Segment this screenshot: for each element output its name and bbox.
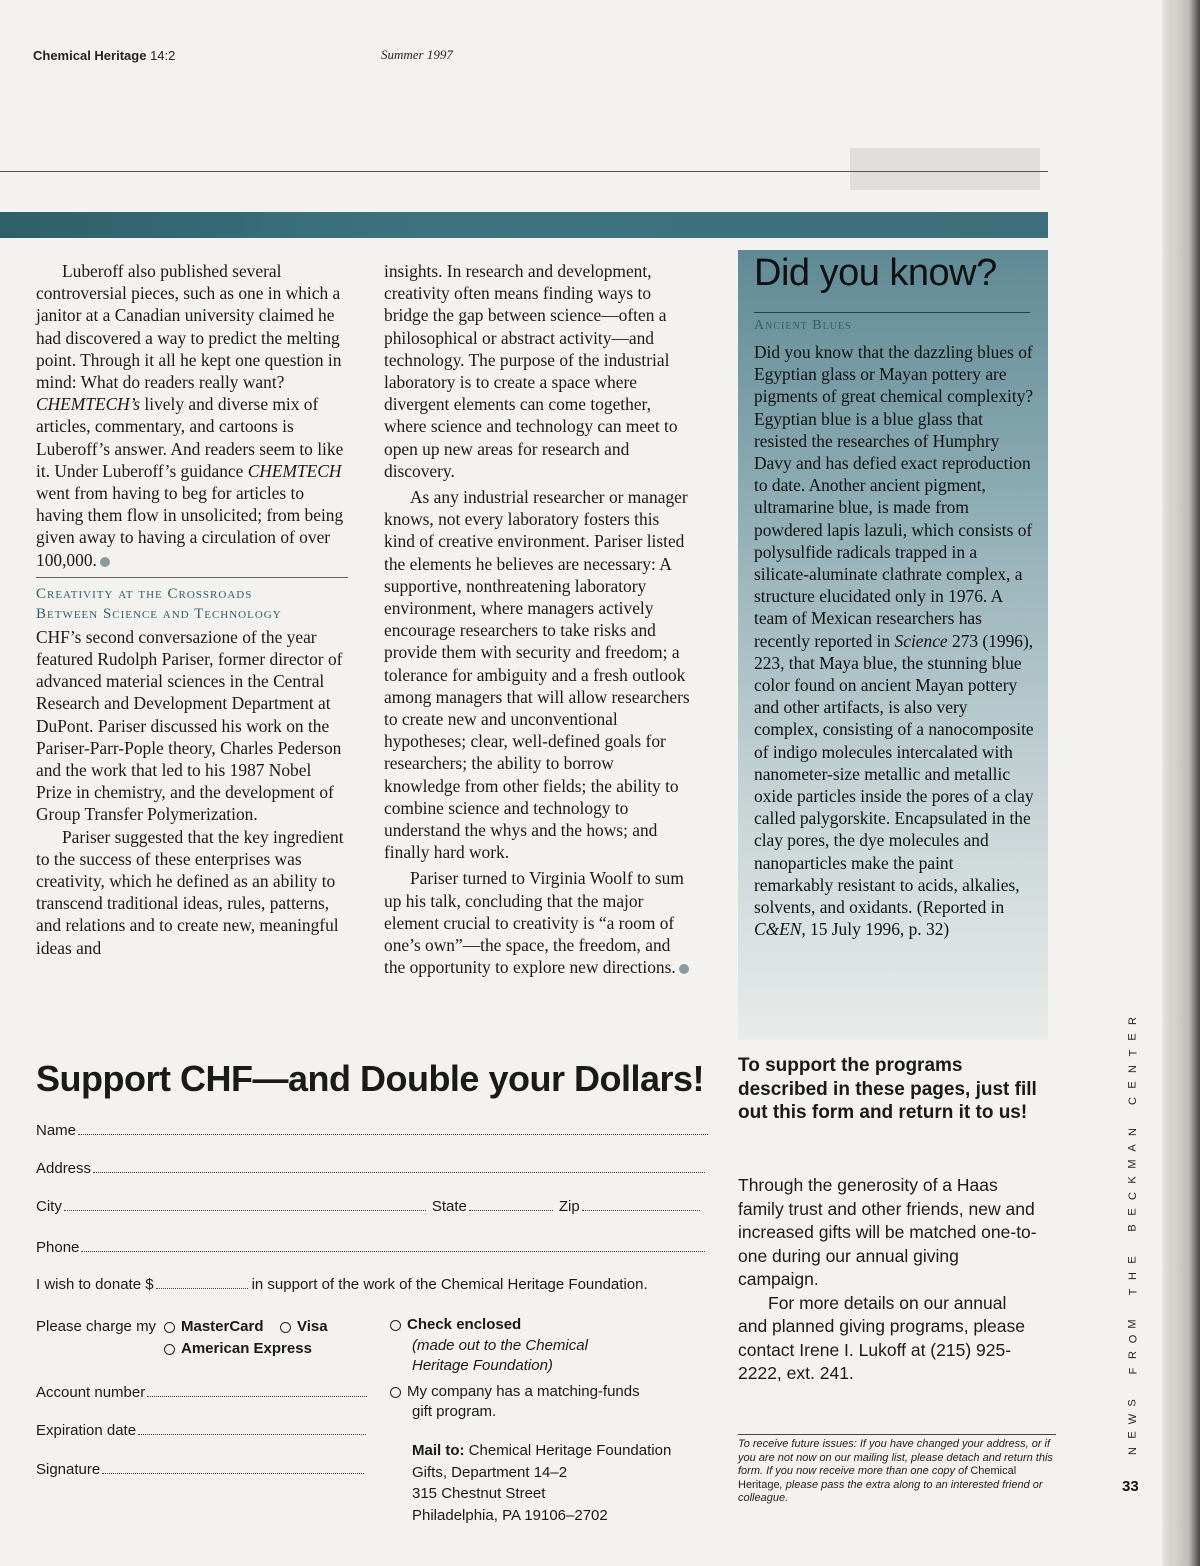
visa-option[interactable]: Visa bbox=[280, 1318, 328, 1335]
vertical-label-letter: W bbox=[1126, 1413, 1139, 1425]
city-field[interactable] bbox=[64, 1196, 426, 1211]
bleed-through-shadow bbox=[850, 148, 1040, 190]
vertical-label-letter: E bbox=[1127, 1081, 1139, 1089]
vertical-label-letter: R bbox=[1126, 1351, 1139, 1360]
vertical-label-letter: K bbox=[1127, 1176, 1139, 1184]
vertical-label-letter: M bbox=[1126, 1159, 1139, 1169]
support-form-title: Support CHF—and Double your Dollars! bbox=[36, 1058, 705, 1099]
vertical-label-letter: R bbox=[1126, 1017, 1139, 1025]
vertical-label-letter: E bbox=[1127, 1208, 1139, 1216]
radio-circle-icon bbox=[390, 1387, 401, 1398]
paragraph: CHF’s second conversazione of the year featured Rudolph Pariser, former director of advanced material sciences in the Central Research and Development Department at DuPont. Pariser discussed his work on the Pariser-Parr-Pople theory, Charles Pederson and the work that led to his 1987 Nobel Prize in chemistry, and the development of Group Transfer Polymerization. bbox=[36, 626, 343, 825]
paragraph: Through the generosity of a Haas family trust and other friends, new and increased gifts will be matched one-to-one during our annual giving campaign. bbox=[738, 1175, 1037, 1289]
zip-field[interactable] bbox=[582, 1196, 700, 1211]
radio-circle-icon bbox=[390, 1320, 401, 1331]
accent-bar bbox=[0, 212, 1048, 238]
vertical-label-letter: C bbox=[1126, 1096, 1139, 1105]
vertical-label-letter: N bbox=[1126, 1064, 1139, 1073]
publication-name: Chemical Heritage bbox=[33, 48, 147, 63]
radio-circle-icon bbox=[164, 1344, 175, 1355]
vertical-label-letter: N bbox=[1126, 1128, 1139, 1137]
matching-funds-option[interactable]: My company has a matching-funds gift program. bbox=[390, 1382, 640, 1422]
article-column-1 bbox=[36, 260, 348, 959]
vertical-label-letter bbox=[1127, 1115, 1137, 1118]
mailing-note: To receive future issues: If you have changed your address, or if you are not now on our mailing list, please detach and return this form. If you now receive more than one copy of Chemical Heritage, please pass the extra along to an interested friend or colleague. bbox=[738, 1438, 1053, 1504]
vertical-label-letter: E bbox=[1127, 1256, 1139, 1264]
paragraph: Pariser turned to Virginia Woolf to sum up his talk, concluding that the major element crucial to creativity is “a room of one’s own”—the space, the freedom, and the opportunity to explore new directions. bbox=[384, 867, 694, 978]
mail-to-label: Mail to: bbox=[412, 1442, 465, 1459]
expiration-label: Expiration date bbox=[36, 1422, 137, 1439]
radio-circle-icon bbox=[164, 1322, 175, 1333]
vertical-label-letter: O bbox=[1127, 1335, 1139, 1344]
section-heading: Creativity at the Crossroads Between Science and Technology bbox=[36, 585, 282, 622]
name-label: Name bbox=[36, 1122, 77, 1139]
radio-circle-icon bbox=[280, 1322, 291, 1333]
support-body bbox=[738, 1174, 1038, 1386]
name-field[interactable] bbox=[78, 1120, 708, 1135]
end-mark-icon bbox=[679, 964, 689, 974]
support-heading: To support the programs described in these pages, just fill out this form and return it to us! bbox=[738, 1055, 1037, 1123]
vertical-label-letter: M bbox=[1126, 1318, 1139, 1329]
vertical-label-letter bbox=[1127, 1306, 1137, 1309]
sidebar-title: Did you know? bbox=[754, 252, 997, 294]
sidebar-subtitle: Ancient Blues bbox=[754, 318, 852, 333]
paragraph: As any industrial researcher or manager knows, not every laboratory fosters this kind of creative environment. Pariser listed the elements he believes are necessary: A supportive, nonthreatening laboratory environment, where managers actively encourage researchers to take risks and provide them with security and freedom; a tolerance for ambiguity and a fresh outlook among managers that will allow researchers to create new and unconventional hypotheses; clear, well-defined goals for researchers; the ability to borrow knowledge from other fields; the ability to combine science and technology to understand the whys and the hows; and finally hard work. bbox=[384, 487, 690, 863]
paragraph: Pariser suggested that the key ingredient to the success of these enterprises was creativity, which he defined as an ability to transcend traditional ideas, rules, patterns, and relations and to create new, meaningful ideas and bbox=[36, 826, 344, 958]
issue-date: Summer 1997 bbox=[381, 47, 453, 62]
donation-amount-field[interactable] bbox=[156, 1274, 248, 1289]
vertical-label-letter: E bbox=[1127, 1033, 1139, 1041]
vertical-label-letter: B bbox=[1127, 1224, 1139, 1232]
paragraph: insights. In research and development, creativity often means finding ways to bridge the gap between science—often a philosophical or abstract activity—and technology. The purpose of the industrial laboratory is to create a space where divergent elements can come together, where science and technology can meet to open up new areas for research and discovery. bbox=[384, 261, 678, 481]
vertical-label-letter: F bbox=[1126, 1367, 1139, 1375]
vertical-label-letter: H bbox=[1126, 1271, 1139, 1280]
check-enclosed-option[interactable]: Check enclosed bbox=[390, 1316, 521, 1333]
expiration-date-field[interactable] bbox=[138, 1420, 366, 1435]
vertical-section-label bbox=[1124, 1016, 1140, 1456]
issue-number: 14:2 bbox=[150, 48, 176, 63]
page-edge bbox=[1162, 0, 1172, 1566]
address-field[interactable] bbox=[93, 1158, 705, 1173]
signature-field[interactable] bbox=[102, 1459, 364, 1474]
zip-label: Zip bbox=[558, 1198, 580, 1215]
article-column-2 bbox=[384, 260, 694, 979]
donate-suffix: in support of the work of the Chemical Heritage Foundation. bbox=[251, 1276, 648, 1293]
vertical-label-letter: N bbox=[1126, 1446, 1139, 1455]
vertical-label-letter: S bbox=[1127, 1399, 1139, 1407]
check-note: (made out to the Chemical Heritage Foundation) bbox=[412, 1337, 588, 1374]
running-header bbox=[33, 48, 175, 63]
vertical-label-letter: T bbox=[1126, 1288, 1139, 1296]
state-field[interactable] bbox=[469, 1196, 553, 1211]
mailing-address: Mail to: Chemical Heritage Foundation Gifts, Department 14–2 315 Chestnut Street Philadelphia, PA 19106–2702 bbox=[412, 1442, 672, 1524]
page-number: 33 bbox=[1122, 1478, 1139, 1495]
end-mark-icon bbox=[100, 557, 110, 567]
vertical-label-letter: A bbox=[1127, 1144, 1139, 1153]
paragraph: Luberoff also published several controversial pieces, such as one in which a janitor at a Canadian university claimed he had discovered a way to predict the melting point. Through it all he kept one question in mind: What do readers really want? CHEMTECH’s lively and diverse mix of articles, commentary, and cartoons is Luberoff’s answer. And readers seem to like it. Under Luberoff’s guidance CHEMTECH went from having to beg for articles to having them flow in unsolicited; from being given away to having a circulation of over 100,000. bbox=[36, 261, 344, 570]
charge-label: Please charge my bbox=[36, 1318, 157, 1335]
address-label: Address bbox=[36, 1160, 92, 1177]
section-rule bbox=[36, 577, 348, 578]
header-rule bbox=[0, 171, 1048, 172]
signature-label: Signature bbox=[36, 1461, 101, 1478]
note-rule bbox=[738, 1434, 1056, 1435]
vertical-label-letter bbox=[1127, 1242, 1137, 1245]
vertical-label-letter: E bbox=[1127, 1431, 1139, 1439]
donate-prefix: I wish to donate $ bbox=[36, 1276, 154, 1293]
vertical-label-letter bbox=[1127, 1386, 1137, 1389]
sidebar-rule bbox=[754, 312, 1030, 313]
account-number-field[interactable] bbox=[147, 1382, 367, 1397]
vertical-label-letter: C bbox=[1126, 1192, 1139, 1201]
vertical-label-letter: T bbox=[1126, 1049, 1139, 1057]
mastercard-option[interactable]: MasterCard bbox=[164, 1318, 264, 1335]
state-label: State bbox=[431, 1198, 467, 1215]
amex-option[interactable]: American Express bbox=[164, 1340, 312, 1357]
sidebar-body: Did you know that the dazzling blues of Egyptian glass or Mayan pottery are pigments of great chemical complexity? Egyptian blue is a blue glass that resisted the researches of Humphry Davy and has defied exact reproduction to date. Another ancient pigment, ultramarine blue, is made from powdered lapis lazuli, which consists of polysulfide radicals trapped in a silicate-aluminate clathrate complex, a structure elucidated only in 1976. A team of Mexican researchers has recently reported in Science 273 (1996), 223, that Maya blue, the stunning blue color found on ancient Mayan pottery and other artifacts, is also very complex, consisting of a nanocomposite of indigo molecules intercalated with nanometer-size metallic and metallic oxide particles inside the pores of a clay called palygorskite. Encapsulated in the clay pores, the dye molecules and nanoparticles make the paint remarkably resistant to acids, alkalies, solvents, and oxidants. (Reported in C&EN, 15 July 1996, p. 32) bbox=[754, 342, 1034, 940]
city-label: City bbox=[36, 1198, 62, 1215]
book-spine-edge bbox=[1172, 0, 1200, 1566]
phone-label: Phone bbox=[36, 1239, 80, 1256]
account-label: Account number bbox=[36, 1384, 146, 1401]
phone-field[interactable] bbox=[81, 1237, 705, 1252]
paragraph: For more details on our annual and planned giving programs, please contact Irene I. Lukoff at (215) 925-2222, ext. 241. bbox=[738, 1292, 1025, 1383]
